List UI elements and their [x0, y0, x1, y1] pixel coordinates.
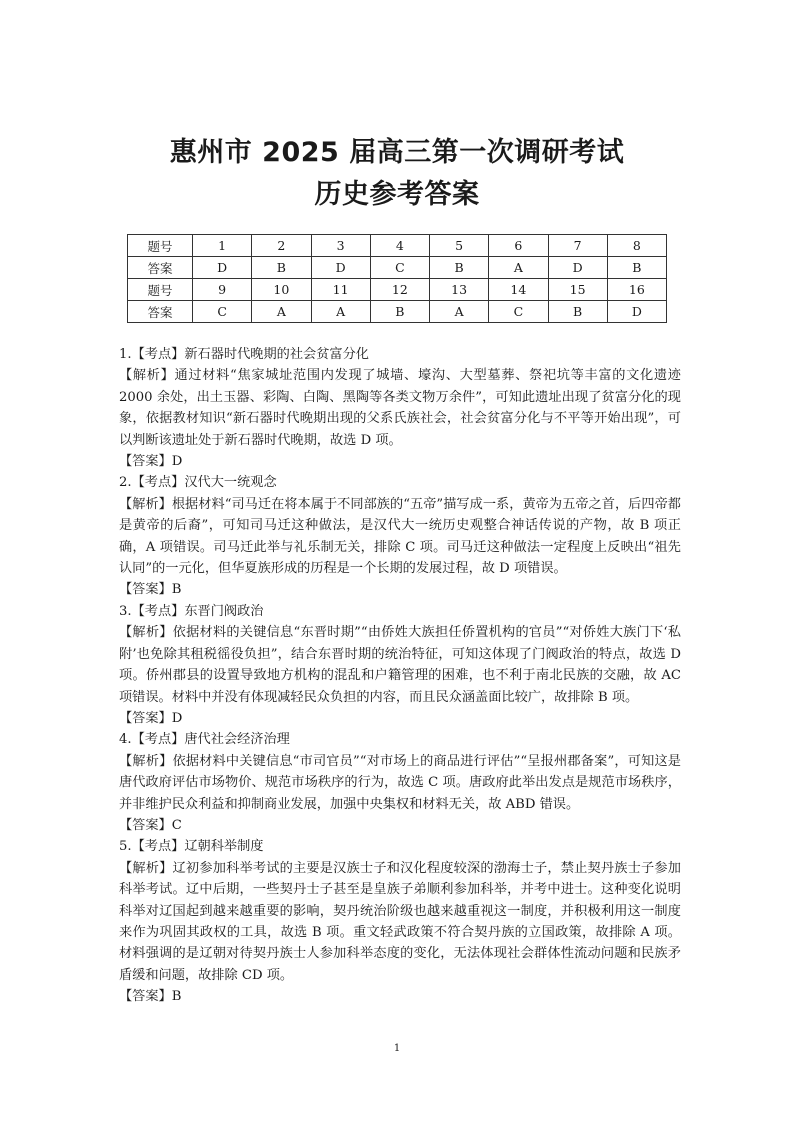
table-cell: 16 — [607, 279, 666, 301]
question-point: 1.【考点】新石器时代晚期的社会贫富分化 — [119, 347, 369, 362]
table-cell: C — [489, 301, 548, 323]
table-cell: D — [193, 257, 252, 279]
question-point: 2.【考点】汉代大一统观念 — [119, 475, 277, 491]
table-cell: D — [607, 301, 666, 323]
table-cell: 4 — [370, 235, 429, 257]
table-cell: A — [311, 301, 370, 323]
table-cell: A — [252, 301, 311, 323]
question-analysis: 【解析】根据材料“司马迁在将本属于不同部族的“五帝”描写成一系，黄帝为五帝之首，后四帝都是黄帝的后裔”，可知司马迁这种做法，是汉代大一统历史观整合神话传说的产物，故 B 项正确，A 项错误。司马迁此举与礼乐制无关，排除 C 项。司马迁这种做法一定程度上反映出“祖先认同”的一元化，但华夏族形成的历程是一个长期的发展过程，故 D 项错误。 — [119, 496, 681, 577]
table-cell: 15 — [548, 279, 607, 301]
question-point: 4.【考点】唐代社会经济治理 — [119, 732, 290, 748]
question-analysis: 【解析】依据材料中关键信息“市司官员”“对市场上的商品进行评估”“呈报州郡备案”，可知这是唐代政府评估市场物价、规范市场秩序的行为，故选 C 项。唐政府此举出发点是规范市场秩序，并非维护民众利益和抑制商业发展，加强中央集权和材料无关，故 ABD 错误。 — [119, 753, 681, 812]
table-cell: 3 — [311, 235, 370, 257]
answer-explanations — [119, 344, 681, 1008]
question-3 — [119, 601, 681, 729]
table-cell: C — [370, 257, 429, 279]
table-cell: A — [489, 257, 548, 279]
table-cell: 12 — [370, 279, 429, 301]
question-answer: 【答案】C — [119, 817, 182, 833]
table-row-numbers-1 — [128, 235, 667, 257]
table-cell: B — [430, 257, 489, 279]
table-cell: D — [311, 257, 370, 279]
question-point: 3.【考点】东晋门阀政治 — [119, 603, 264, 619]
question-4 — [119, 729, 681, 836]
question-answer: 【答案】D — [119, 710, 183, 726]
row-label-answer: 答案 — [128, 301, 193, 323]
table-cell: 1 — [193, 235, 252, 257]
table-cell: B — [370, 301, 429, 323]
table-cell: C — [193, 301, 252, 323]
question-analysis: 【解析】通过材料“焦家城址范围内发现了城墙、壕沟、大型墓葬、祭祀坑等丰富的文化遗迹 2000 余处，出土玉器、彩陶、白陶、黑陶等各类文物万余件”，可知此遗址出现了贫富分化的现象，依据教材知识“新石器时代晚期出现的父系氏族社会，社会贫富分化与不平等开始出现”，可以判断该遗址处于新石器时代晚期，故选 D 项。 — [119, 368, 681, 448]
question-answer: 【答案】B — [119, 582, 182, 598]
table-cell: 7 — [548, 235, 607, 257]
table-cell: A — [430, 301, 489, 323]
table-row-answers-1 — [128, 257, 667, 279]
table-cell: 5 — [430, 235, 489, 257]
table-cell: 10 — [252, 279, 311, 301]
table-cell: D — [548, 257, 607, 279]
page-number: 1 — [393, 1043, 401, 1054]
table-cell: 11 — [311, 279, 370, 301]
question-answer: 【答案】B — [119, 989, 182, 1005]
table-cell: 8 — [607, 235, 666, 257]
row-label-answer: 答案 — [128, 257, 193, 279]
table-row-answers-2 — [128, 301, 667, 323]
question-1 — [119, 344, 681, 472]
row-label-question: 题号 — [128, 235, 193, 257]
page-subtitle: 历史参考答案 — [314, 179, 480, 210]
table-cell: 13 — [430, 279, 489, 301]
table-cell: 6 — [489, 235, 548, 257]
table-cell: 9 — [193, 279, 252, 301]
page-title: 惠州市 2025 届高三第一次调研考试 — [169, 137, 625, 168]
table-cell: 14 — [489, 279, 548, 301]
question-point: 5.【考点】辽朝科举制度 — [119, 839, 264, 855]
row-label-question: 题号 — [128, 279, 193, 301]
question-analysis: 【解析】辽初参加科举考试的主要是汉族士子和汉化程度较深的渤海士子，禁止契丹族士子参加科举考试。辽中后期，一些契丹士子甚至是皇族子弟顺利参加科举，并考中进士。这种变化说明科举对辽国起到越来越重要的影响，契丹统治阶级也越来越重视这一制度，并积极利用这一制度来作为巩固其政权的工具，故选 B 项。重文轻武政策不符合契丹族的立国政策，故排除 A 项。材料强调的是辽朝对待契丹族士人参加科举态度的变化，无法体现社会群体性流动问题和民族矛盾缓和问题，故排除 CD 项。 — [119, 860, 681, 983]
question-analysis: 【解析】依据材料的关键信息“东晋时期”“由侨姓大族担任侨置机构的官员”“对侨姓大族门下‘私附’也免除其租税徭役负担”，结合东晋时期的统治特征，可知这体现了门阀政治的特点，故选 D 项。侨州郡县的设置导致地方机构的混乱和户籍管理的困难，也不利于南北民族的交融，故 AC 项错误。材料中并没有体现减轻民众负担的内容，而且民众涵盖面比较广，故排除 B 项。 — [119, 625, 681, 705]
question-5 — [119, 836, 681, 1007]
table-cell: B — [548, 301, 607, 323]
question-2 — [119, 472, 681, 600]
question-answer: 【答案】D — [119, 454, 183, 470]
table-cell: B — [252, 257, 311, 279]
table-cell: B — [607, 257, 666, 279]
answer-table — [127, 234, 667, 323]
table-cell: 2 — [252, 235, 311, 257]
table-row-numbers-2 — [128, 279, 667, 301]
